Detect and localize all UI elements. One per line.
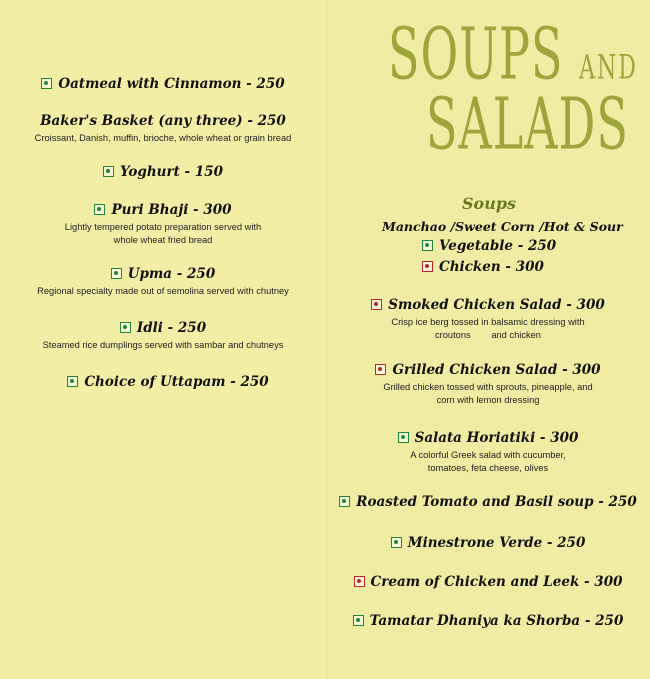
veg-icon	[111, 268, 122, 279]
menu-item-roasted-tomato-soup	[326, 494, 650, 510]
title-and: AND	[579, 49, 638, 88]
item-description-line2: whole wheat fried bread	[113, 235, 213, 245]
menu-item-cream-of-chicken	[326, 574, 650, 590]
menu-item-puri-bhaji	[0, 202, 326, 247]
soups-subheading: Manchao /Sweet Corn /Hot & Sour	[382, 219, 623, 234]
menu-item-yoghurt	[0, 164, 326, 180]
veg-icon	[41, 78, 52, 89]
veg-icon	[94, 204, 105, 215]
item-description-line2: croutons and chicken	[435, 330, 541, 340]
item-description-line1: Lightly tempered potato preparation served with	[64, 222, 262, 232]
item-name: Grilled Chicken Salad - 300	[392, 362, 601, 378]
item-name: Oatmeal with Cinnamon - 250	[58, 76, 285, 92]
menu-item-uttapam	[0, 374, 336, 390]
menu-item-grilled-chicken-salad	[326, 362, 650, 407]
item-name: Tamatar Dhaniya ka Shorba - 250	[369, 613, 624, 629]
nonveg-icon	[354, 576, 365, 587]
veg-icon	[120, 322, 131, 333]
veg-icon	[339, 496, 350, 507]
item-name: Upma - 250	[127, 266, 216, 282]
menu-item-idli	[0, 320, 326, 352]
item-description-line2: tomatoes, feta cheese, olives	[427, 463, 549, 473]
veg-icon	[391, 537, 402, 548]
menu-item-bakers-basket	[0, 113, 326, 145]
item-name: Puri Bhaji - 300	[111, 202, 232, 218]
menu-item-oatmeal	[0, 76, 326, 92]
veg-icon	[353, 615, 364, 626]
veg-icon	[422, 240, 433, 251]
section-heading-soups: Soups	[462, 194, 517, 213]
veg-icon	[398, 432, 409, 443]
item-description: Steamed rice dumplings served with sambar and chutneys	[42, 340, 284, 350]
item-name: Salata Horiatiki - 300	[414, 430, 579, 446]
item-description-line2: corn with lemon dressing	[436, 395, 540, 405]
item-name: Cream of Chicken and Leek - 300	[370, 574, 623, 590]
nonveg-icon	[375, 364, 386, 375]
option-name: Vegetable - 250	[439, 238, 557, 254]
nonveg-icon	[371, 299, 382, 310]
veg-icon	[103, 166, 114, 177]
menu-item-smoked-chicken-salad	[326, 297, 650, 342]
menu-item-upma	[0, 266, 326, 298]
soup-option-vegetable	[422, 238, 556, 254]
soup-option-chicken	[422, 259, 544, 275]
menu-item-salata-horiatiki	[326, 430, 650, 475]
menu-item-tamatar-shorba	[326, 613, 650, 629]
item-description-line1: Grilled chicken tossed with sprouts, pineapple, and	[383, 382, 593, 392]
item-name: Idli - 250	[136, 320, 207, 336]
item-description-line1: Crisp ice berg tossed in balsamic dressing with	[391, 317, 585, 327]
option-name: Chicken - 300	[439, 259, 544, 275]
nonveg-icon	[422, 261, 433, 272]
item-name: Yoghurt - 150	[119, 164, 224, 180]
item-name: Roasted Tomato and Basil soup - 250	[356, 494, 637, 510]
veg-icon	[67, 376, 78, 387]
menu-item-minestrone-verde	[326, 535, 650, 551]
item-name: Choice of Uttapam - 250	[84, 374, 269, 390]
item-description: Croissant, Danish, muffin, brioche, whole wheat or grain bread	[34, 133, 292, 143]
item-description: Regional specialty made out of semolina served with chutney	[37, 286, 289, 296]
title-soups: SOUPS	[388, 12, 564, 96]
menu-title-line2: SALADS	[426, 82, 629, 166]
item-name: Smoked Chicken Salad - 300	[388, 297, 605, 313]
item-name: Baker's Basket (any three) - 250	[40, 113, 286, 129]
item-description-line1: A colorful Greek salad with cucumber,	[410, 450, 566, 460]
item-name: Minestrone Verde - 250	[407, 535, 586, 551]
